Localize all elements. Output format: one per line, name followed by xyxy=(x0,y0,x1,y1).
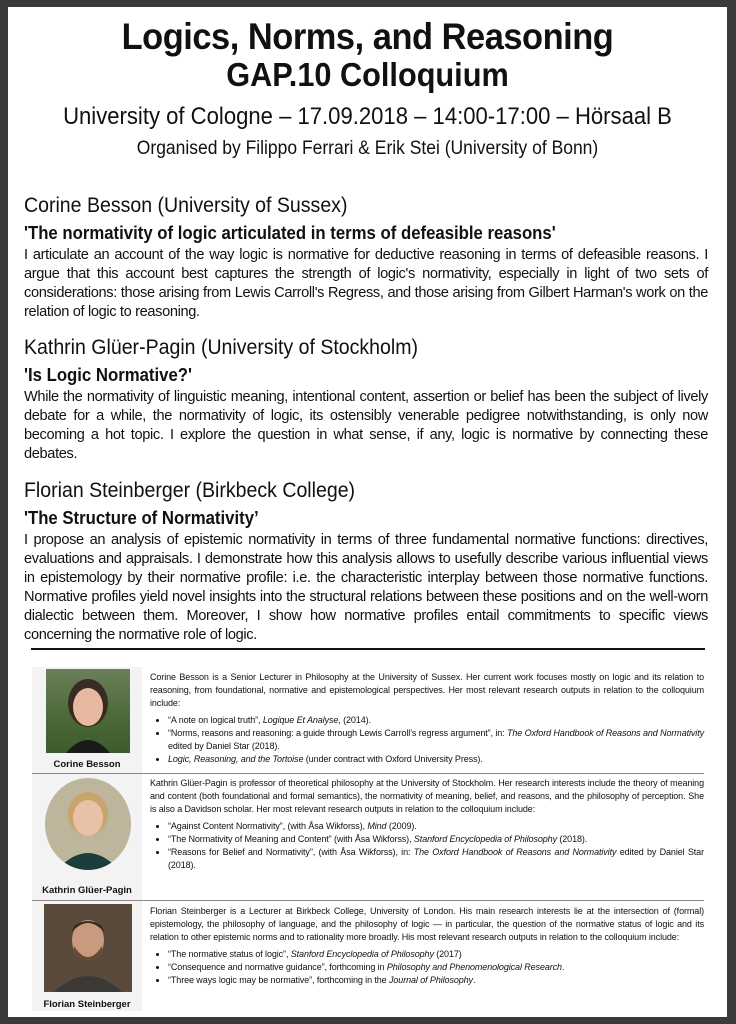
talk-glueer-pagin xyxy=(24,335,708,464)
output-item: • “The Normativity of Meaning and Content” (with Åsa Wikforss), Stanford Encyclopedia of Philosophy (2018). xyxy=(168,833,704,846)
organisers: Organised by Filippo Ferrari & Erik Stei (University of Bonn) xyxy=(136,138,599,159)
poster-title: Logics, Norms, and Reasoning xyxy=(121,16,614,57)
poster-subtitle: GAP.10 Colloquium xyxy=(226,56,509,93)
event-details: University of Cologne – 17.09.2018 – 14:00-17:00 – Hörsaal B xyxy=(63,103,672,130)
talk-title: 'The normativity of logic articulated in terms of defeasible reasons' xyxy=(24,223,556,243)
bio-glueer-pagin xyxy=(32,774,704,900)
bio-description: Florian Steinberger is a Lecturer at Birkbeck College, University of London. His main research interests lie at the intersection of (formal) epistemology, the philosophy of language, and the philosophy of logic — in particular, the question of the normative status of logic and its relation to other epistemic norms and to rationality more broadly. His most relevant research outputs in relation to the colloquium include: xyxy=(150,906,704,942)
talk-title: 'The Structure of Normativity’ xyxy=(24,508,259,528)
talk-title: 'Is Logic Normative?' xyxy=(24,365,192,385)
bio-text xyxy=(150,905,704,987)
talk-speaker: Kathrin Glüer-Pagin (University of Stockholm) xyxy=(24,336,419,359)
bio-description: Kathrin Glüer-Pagin is professor of theoretical philosophy at the University of Stockholm. Her research interests include the theory of meaning and content (both foundational and formal semantics), the normativity of meaning, belief, and reasons, and the philosophy of perception. She is also a Davidson scholar. Her most relevant research outputs in relation to the colloquium include: xyxy=(150,778,704,814)
bio-text xyxy=(150,777,704,872)
talk-abstract: I articulate an account of the way logic is normative for deductive reasoning in terms of defeasible reasons. I argue that this account best captures the strength of logic's normativity, especially in light of two sets of considerations: those arising from Lewis Carroll's Regress, and those arising from Gilbert Harman's work on the relation of logic to reasoning. xyxy=(24,247,708,320)
bio-name: Kathrin Glüer-Pagin xyxy=(42,885,132,896)
photo-corine-besson xyxy=(46,669,130,753)
outputs-list xyxy=(150,820,704,872)
output-item: • “Consequence and normative guidance”, forthcoming in Philosophy and Phenomenological Research. xyxy=(168,961,704,974)
talk-besson xyxy=(24,193,708,322)
output-item: • “Norms, reasons and reasoning: a guide through Lewis Carroll’s regress argument”, in: The Oxford Handbook of Reasons and Normativity edited by Daniel Star (2018). xyxy=(168,727,704,753)
bio-text xyxy=(150,671,704,766)
bio-description: Corine Besson is a Senior Lecturer in Philosophy at the University of Sussex. Her current work focuses mostly on logic and its relation to reasoning, from foundational, normative and epistemological perspectives. Her most relevant research outputs in relation to the colloquium include: xyxy=(150,672,704,708)
talk-abstract: I propose an analysis of epistemic normativity in terms of three fundamental normative functions: directives, evaluations and appraisals. I demonstrate how this analysis allows to usefully describe various influential views in epistemology by their normative profile: i.e. the characteristic interplay between those normative functions. Normative profiles yield novel insights into the structural relations between these positions and on the well-worn dialectic between them. Moreover, I show how normative profiles entail commitments to specific views concerning the normative role of logic. xyxy=(24,532,708,643)
talk-speaker: Florian Steinberger (Birkbeck College) xyxy=(24,479,356,502)
poster-page xyxy=(8,7,727,1017)
outputs-list xyxy=(150,714,704,766)
section-divider xyxy=(31,648,705,650)
photo-florian-steinberger xyxy=(44,904,132,992)
output-item: • “Three ways logic may be normative”, forthcoming in the Journal of Philosophy. xyxy=(168,974,704,987)
output-item: • “A note on logical truth”, Logique Et Analyse, (2014). xyxy=(168,714,704,727)
bio-name: Florian Steinberger xyxy=(43,999,131,1010)
output-item: • Logic, Reasoning, and the Tortoise (under contract with Oxford University Press). xyxy=(168,753,704,766)
output-item: • “Against Content Normativity”, (with Åsa Wikforss), Mind (2009). xyxy=(168,820,704,833)
bio-steinberger xyxy=(32,901,704,1011)
bio-name: Corine Besson xyxy=(53,759,121,770)
photo-kathrin-glueer-pagin xyxy=(45,778,131,870)
outputs-list xyxy=(150,948,704,987)
talk-abstract: While the normativity of linguistic meaning, intentional content, assertion or belief has been the subject of lively debate for a while, the normativity of logic, its ostensibly venerable pedigree notwithstanding, is only now becoming a hot topic. I explore the question in what sense, if any, logic is normative by connecting these debates. xyxy=(24,389,708,462)
bio-besson xyxy=(32,667,704,773)
talk-steinberger xyxy=(24,478,708,645)
output-item: • “Reasons for Belief and Normativity”, (with Åsa Wikforss), in: The Oxford Handbook of Reasons and Normativity edited by Daniel Star (2018). xyxy=(168,846,704,872)
talk-speaker: Corine Besson (University of Sussex) xyxy=(24,194,348,217)
output-item: • “The normative status of logic”, Stanford Encyclopedia of Philosophy (2017) xyxy=(168,948,704,961)
